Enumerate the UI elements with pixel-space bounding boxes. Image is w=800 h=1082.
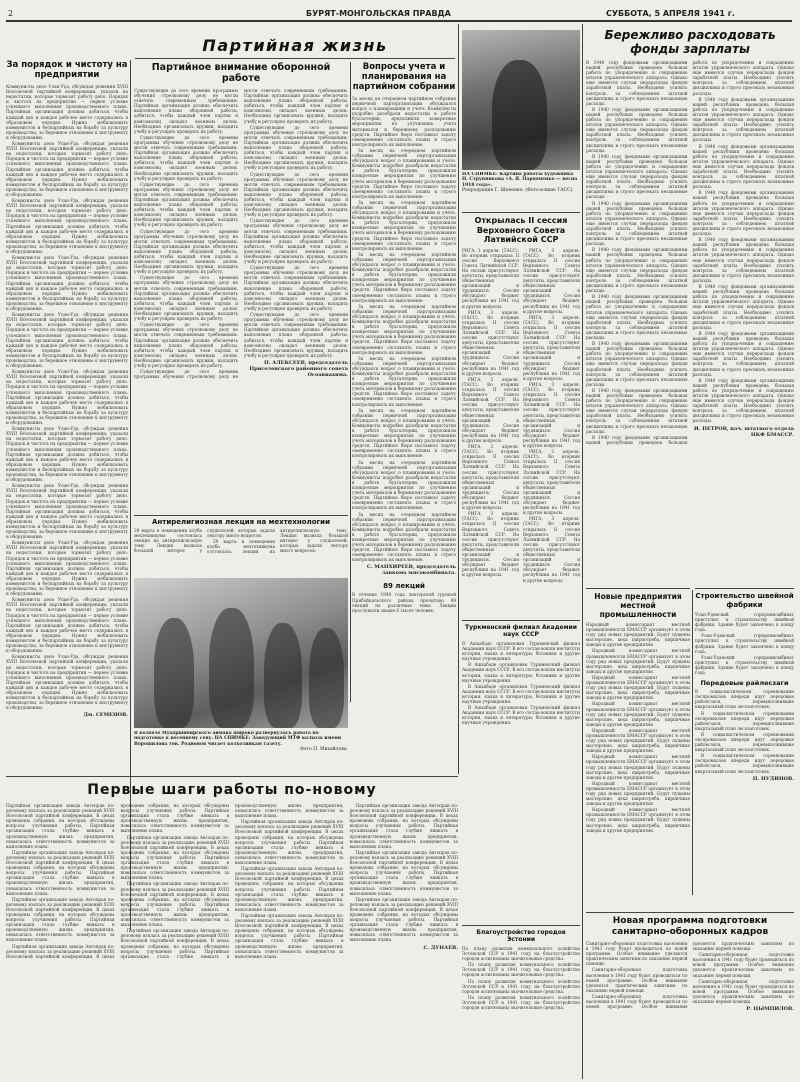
article-body-cont: Народный комиссариат местной промышленности БМАССР организует в этом году ряд новых предприятий. Будут пущены мастерские, цеха ширпотреба, кирпичные заводы и другие предприятия.: [586, 674, 690, 701]
painting-caption: [462, 172, 580, 208]
column-rule: [582, 24, 583, 1079]
article-body-cont: В социалистическом соревновании леспромхозов впереди идут передовые райлесзаги, перевыполнившие квартальный план лесозаготовок.: [695, 731, 794, 753]
article-body-cont: РИГА, 3 апреля. (ТАСС). Во вторник открылась II сессия Верховного Совета Латвийской ССР. На сессии присутствуют депутаты, представители общественных организаций и трудящихся. Сессия обсуждает бюджет республики на 1941 год и другие вопросы.: [462, 309, 519, 376]
photo-caption: В колхозе Мухоршибирского аймака широко развернулась работа по подготовке к весеннему севу. НА СНИМКЕ: Заведующий МТФ колхоза имени Ворошилова тов. Родионов читает колхозникам газету.: [134, 731, 342, 747]
article-body-cont: РИГА, 3 апреля. (ТАСС). Во вторник открылась II сессия Верховного Совета Латвийской ССР. На сессии присутствуют депутаты, представители общественных организаций и трудящихся. Сессия обсуждает бюджет республики на 1941 год и другие вопросы.: [462, 511, 519, 578]
article-body-cont: В 1940 году фондовыми организациями нашей республики проведена большая работа по упорядочению и сокращению штатов управленческого аппарата. Однако еще имеются случаи перерасхода фондов заработной платы. Необходимо усилить контроль за соблюдением штатной дисциплины и строго пресекать незаконные расходы.: [586, 200, 688, 247]
article-body-cont: Народный комиссариат местной промышленности БМАССР организует в этом году ряд новых предприятий. Будут пущены мастерские, цеха ширпотреба, кирпичные заводы и другие предприятия.: [586, 754, 690, 780]
masthead: [6, 4, 792, 22]
article-body: За месяц на очередном партийном собрании первичной парторганизации обсуждался вопрос о планировании и учете. Коммунисты подробно разобрали недостатки в работе бухгалтерии, предложили конкретные мероприятия по улучшению учета материалов и бережному расходованию средств. Партийное бюро поставило задачу своевременно составлять планы и строго контролировать их выполнение.: [352, 96, 456, 147]
article-body-cont: За месяц на очередном партийном собрании первичной парторганизации обсуждался вопрос о планировании и учете. Коммунисты подробно разобрали недостатки в работе бухгалтерии, предложили конкретные мероприятия по улучшению учета материалов и бережному расходованию средств. Партийное бюро поставило задачу своевременно составлять планы и строго контролировать их выполнение.: [352, 459, 456, 511]
article-signature: И. ПЕТРОВ, нач. штатного отдела НКФ БМАССР.: [694, 425, 794, 438]
article-turkmen-filial: [462, 620, 580, 770]
article-body-cont: Народный комиссариат местной промышленности БМАССР организует в этом году ряд новых предприятий. Будут пущены мастерские, цеха ширпотреба, кирпичные заводы и другие предприятия.: [586, 807, 690, 833]
article-body-cont: Существующие до сего времени программы обучения стрелковому делу не могли отвечать современным требованиям. Партийная организация должна обеспечить выполнение плана оборонной работы, добиться, чтобы каждый член партии и комсомолец овладел военным делом. Необходимо организовать кружки, наладить учебу и регулярно проверять их работу.: [134, 134, 238, 181]
article-body: Партийная организация завода Автоправ по-деловому взялась за реализацию решений XVIII Всесоюзной партийной конференции. В цехах проведены собрания, на которых обсуждены вопросы улучшения работы. Партийная организация стала глубже вникать в производственную жизнь предприятия, повысилась ответственность коммунистов за выполнение плана.: [6, 803, 115, 849]
article-body-cont: В 1940 году фондовыми организациями нашей республики проведена большая работа по упорядочению и сокращению штатов управленческого аппарата. Однако еще имеются случаи перерасхода фондов заработной платы. Необходимо усилить контроль за соблюдением штатной дисциплины и строго пресекать незаконные расходы.: [692, 190, 794, 237]
article-title: Новые предприятия местной промышленности: [594, 592, 682, 619]
article-body-cont: Существующие до сего времени программы обучения стрелковому делу не могли отвечать современным требованиям. Партийная организация должна обеспечить выполнение плана оборонной работы, добиться, чтобы каждый член партии и комсомолец овладел военным делом. Необходимо организовать кружки, наладить учебу и регулярно проверять их работу.: [134, 181, 238, 228]
article-title: Новая программа подготовки санитарно-оборонных кадров: [611, 916, 769, 937]
article-body-cont: По плану развития коммунального хозяйства Эстонской ССР в 1941 году на благоустройство городов ассигнованы значительные средства.: [462, 962, 580, 978]
article-body-cont: По плану развития коммунального хозяйства Эстонской ССР в 1941 году на благоустройство городов ассигнованы значительные средства.: [462, 994, 580, 1011]
article-body-cont: РИГА, 3 апреля. (ТАСС). Во вторник открылась II сессия Верховного Совета Латвийской ССР. На сессии присутствуют депутаты, представители общественных организаций и трудящихся. Сессия обсуждает бюджет республики на 1941 год и другие вопросы.: [462, 376, 519, 443]
photo-caption: НА СНИМКЕ: Картина работы художника Н. Струнникова «А. Я. Пархоменко — весна 1918 года».: [462, 172, 578, 188]
article-body: Народный комиссариат местной промышленности БМАССР организует в этом году ряд новых предприятий. Будут пущены мастерские, цеха ширпотреба, кирпичные заводы и другие предприятия.: [586, 622, 690, 648]
article-body-cont: Улан-Удэнский горпромкомбинат приступил к строительству швейной фабрики. Здание будет закончено к концу года.: [695, 654, 794, 676]
article-title: Антирелигиозная лекция на мехтехнологии: [152, 518, 330, 526]
article-signature: П. АЛЕКСЕЕВ, председатель Приселенского районного совета Осоавиахима.: [249, 359, 348, 378]
article-title: Передовые райлесзаги: [700, 679, 789, 688]
article-body-cont: Партийная организация завода Автоправ по-деловому взялась за реализацию решений XVIII Всесоюзной партийной конференции. В цехах проведены собрания, на которых обсуждены вопросы улучшения работы. Партийная организация стала глубже вникать в производственную жизнь предприятия, повысилась ответственность коммунистов за выполнение плана.: [6, 849, 115, 896]
article-body-cont: В Ашхабаде организован Туркменский филиал Академии наук СССР. В его состав вошли институты истории, языка и литературы, ботаники и другие научные учреждения.: [462, 705, 580, 726]
painting-photo: [462, 30, 580, 170]
article-body: Коммунисты депо Улан-Удэ, обсуждая решения XVIII Всесоюзной партийной конференции, указали на недостатки, которые тормозят работу депо. Порядок и чистота на предприятии — первое условие успешного выполнения производственного плана. Партийная организация должна добиться, чтобы каждый цех и каждое рабочее место содержались в образцовом порядке. Нужно мобилизовать коммунистов и беспартийных на борьбу за культуру производства, за бережное отношение к инструменту и оборудованию.: [6, 84, 128, 140]
newspaper-name: БУРЯТ-МОНГОЛЬСКАЯ ПРАВДА: [306, 9, 451, 18]
article-body-cont: По плану развития коммунального хозяйства Эстонской ССР в 1941 году на благоустройство городов ассигнованы значительные средства.: [462, 978, 580, 994]
article-title: Первые шаги работы по-новому: [87, 782, 377, 798]
column-rule: [692, 590, 693, 895]
article-body-cont: За месяц на очередном партийном собрании первичной парторганизации обсуждался вопрос о планировании и учете. Коммунисты подробно разобрали недостатки в работе бухгалтерии, предложили конкретные мероприятия по улучшению учета материалов и бережному расходованию средств. Партийное бюро поставило задачу своевременно составлять планы и строго контролировать их выполнение.: [352, 303, 456, 355]
article-body: Существующие до сего времени программы обучения стрелковому делу не могли отвечать современным требованиям. Партийная организация должна обеспечить выполнение плана оборонной работы, добиться, чтобы каждый член партии и комсомолец овладел военным делом. Необходимо организовать кружки, наладить учебу и регулярно проверять их работу.: [134, 88, 238, 134]
article-defense-work: [134, 62, 348, 512]
article-body-cont: Народный комиссариат местной промышленности БМАССР организует в этом году ряд новых предприятий. Будут пущены мастерские, цеха ширпотреба, кирпичные заводы и другие предприятия.: [586, 648, 690, 674]
article-body: В социалистическом соревновании леспромхозов впереди идут передовые райлесзаги, перевыполнившие квартальный план лесозаготовок.: [695, 689, 794, 710]
article-body: 29 марта в помещении клуба мехтехникума состоялась лекция на антирелигиозную тему. Лекция вызвала большой интерес у слушателей, которые задали лектору много вопросов.: [134, 528, 275, 554]
photo-credit: Фото П. Михайлова.: [300, 747, 348, 753]
article-estonia: [462, 925, 580, 1075]
article-body-cont: 29 марта в помещении клуба мехтехникума состоялась лекция на антирелигиозную тему. Лекция вызвала большой интерес у слушателей, которые задали лектору много вопросов.: [207, 528, 348, 555]
article-body-cont: Коммунисты депо Улан-Удэ, обсуждая решения XVIII Всесоюзной партийной конференции, указали на недостатки, которые тормозят работу депо. Порядок и чистота на предприятии — первое условие успешного выполнения производственного плана. Партийная организация должна добиться, чтобы каждый цех и каждое рабочее место содержались в образцовом порядке. Нужно мобилизовать коммунистов и беспартийных на борьбу за культуру производства, за бережное отношение к инструменту и оборудованию.: [6, 255, 128, 312]
article-body-cont: Санитарно-оборонная подготовка населения в 1941 году будет проводиться по новой программе. Особое внимание уделяется практическим занятиям по оказанию первой помощи.: [586, 967, 688, 993]
article-body-cont: За месяц на очередном партийном собрании первичной парторганизации обсуждался вопрос о планировании и учете. Коммунисты подробно разобрали недостатки в работе бухгалтерии, предложили конкретные мероприятия по улучшению учета материалов и бережному расходованию средств. Партийное бюро поставило задачу своевременно составлять планы и строго контролировать их выполнение.: [352, 511, 456, 563]
article-title: Открылась II сессия Верховного Совета Латвийской ССР: [474, 216, 568, 244]
article-body: Улан-Удэнский горпромкомбинат приступил к строительству швейной фабрики. Здание будет закончено к концу года.: [695, 612, 794, 633]
issue-date: СУББОТА, 5 АПРЕЛЯ 1941 г.: [606, 9, 735, 18]
article-body-cont: Санитарно-оборонная подготовка населения в 1941 году будет проводиться по новой программе. Особое внимание уделяется практическим занятиям по оказанию первой помощи.: [692, 952, 794, 978]
article-body-cont: В 1940 году фондовыми организациями нашей республики проведена большая работа по упорядочению и сокращению штатов управленческого аппарата. Однако еще имеются случаи перерасхода фондов заработной платы. Необходимо усилить контроль за соблюдением штатной дисциплины и строго пресекать незаконные расходы.: [586, 60, 794, 445]
article-body-cont: Коммунисты депо Улан-Удэ, обсуждая решения XVIII Всесоюзной партийной конференции, указали на недостатки, которые тормозят работу депо. Порядок и чистота на предприятии — первое условие успешного выполнения производственного плана. Партийная организация должна добиться, чтобы каждый цех и каждое рабочее место содержались в образцовом порядке. Нужно мобилизовать коммунистов и беспартийных на борьбу за культуру производства, за бережное отношение к инструменту и оборудованию.: [6, 654, 128, 711]
article-body-cont: РИГА, 3 апреля. (ТАСС). Во вторник открылась II сессия Верховного Совета Латвийской ССР. На сессии присутствуют депутаты, представители общественных организаций и трудящихся. Сессия обсуждает бюджет республики на 1941 год и другие вопросы.: [523, 449, 580, 516]
article-body-cont: Коммунисты депо Улан-Удэ, обсуждая решения XVIII Всесоюзной партийной конференции, указали на недостатки, которые тормозят работу депо. Порядок и чистота на предприятии — первое условие успешного выполнения производственного плана. Партийная организация должна добиться, чтобы каждый цех и каждое рабочее место содержались в образцовом порядке. Нужно мобилизовать коммунистов и беспартийных на борьбу за культуру производства, за бережное отношение к инструменту и оборудованию.: [6, 426, 128, 483]
article-title: Бережливо расходовать фонды зарплаты: [604, 28, 776, 56]
article-body-cont: Существующие до сего времени программы обучения стрелковому делу не могли отвечать современным требованиям. Партийная организация должна обеспечить выполнение плана оборонной работы, добиться, чтобы каждый член партии и комсомолец овладел военным делом. Необходимо организовать кружки, наладить учебу и регулярно проверять их работу.: [244, 265, 348, 311]
article-body-cont: Существующие до сего времени программы обучения стрелковому делу не могли отвечать современным требованиям. Партийная организация должна обеспечить выполнение плана оборонной работы, добиться, чтобы каждый член партии и комсомолец овладел военным делом. Необходимо организовать кружки, наладить учебу и регулярно проверять их работу.: [134, 275, 238, 322]
article-body-cont: РИГА, 3 апреля. (ТАСС). Во вторник открылась II сессия Верховного Совета Латвийской ССР. На сессии присутствуют депутаты, представители общественных организаций и трудящихся. Сессия обсуждает бюджет республики на 1941 год и другие вопросы.: [523, 381, 580, 449]
article-body-cont: Партийная организация завода Автоправ по-деловому взялась за реализацию решений XVIII Всесоюзной партийной конференции. В цехах проведены собрания, на которых обсуждены вопросы улучшения работы. Партийная организация стала глубже вникать в производственную жизнь предприятия, повысилась ответственность коммунистов за выполнение плана.: [120, 881, 229, 928]
article-body-cont: За месяц на очередном партийном собрании первичной парторганизации обсуждался вопрос о планировании и учете. Коммунисты подробно разобрали недостатки в работе бухгалтерии, предложили конкретные мероприятия по улучшению учета материалов и бережному расходованию средств. Партийное бюро поставило задачу своевременно составлять планы и строго контролировать их выполнение.: [352, 199, 456, 251]
article-body-cont: Народный комиссариат местной промышленности БМАССР организует в этом году ряд новых предприятий. Будут пущены мастерские, цеха ширпотреба, кирпичные заводы и другие предприятия.: [586, 701, 690, 727]
article-antireligious-lecture: [134, 515, 348, 575]
article-body-cont: Партийная организация завода Автоправ по-деловому взялась за реализацию решений XVIII Всесоюзной партийной конференции. В цехах проведены собрания, на которых обсуждены вопросы улучшения работы. Партийная организация стала глубже вникать в производственную жизнь предприятия, повысилась ответственность коммунистов за выполнение плана.: [235, 819, 344, 866]
column-rule: [350, 62, 351, 702]
article-body-cont: За месяц на очередном партийном собрании первичной парторганизации обсуждался вопрос о планировании и учете. Коммунисты подробно разобрали недостатки в работе бухгалтерии, предложили конкретные мероприятия по улучшению учета материалов и бережному расходованию средств. Партийное бюро поставило задачу своевременно составлять планы и строго контролировать их выполнение.: [352, 407, 456, 459]
article-body-cont: В 1940 году фондовыми организациями нашей республики проведена большая работа по упорядочению и сокращению штатов управленческого аппарата. Однако еще имеются случаи перерасхода фондов заработной платы. Необходимо усилить контроль за соблюдением штатной дисциплины и строго пресекать незаконные расходы.: [692, 96, 794, 143]
article-body-cont: Коммунисты депо Улан-Удэ, обсуждая решения XVIII Всесоюзной партийной конференции, указали на недостатки, которые тормозят работу депо. Порядок и чистота на предприятии — первое условие успешного выполнения производственного плана. Партийная организация должна добиться, чтобы каждый цех и каждое рабочее место содержались в образцовом порядке. Нужно мобилизовать коммунистов и беспартийных на борьбу за культуру производства, за бережное отношение к инструменту и оборудованию.: [6, 198, 128, 254]
article-signature: П. НУДИНОВ.: [752, 775, 794, 782]
article-body-cont: Коммунисты депо Улан-Удэ, обсуждая решения XVIII Всесоюзной партийной конференции, указали на недостатки, которые тормозят работу депо. Порядок и чистота на предприятии — первое условие успешного выполнения производственного плана. Партийная организация должна добиться, чтобы каждый цех и каждое рабочее место содержались в образцовом порядке. Нужно мобилизовать коммунистов и беспартийных на борьбу за культуру производства, за бережное отношение к инструменту и оборудованию.: [6, 369, 128, 426]
article-title: Вопросы учета и планирования на партийном собрании: [352, 62, 456, 92]
column-rule: [458, 24, 459, 774]
article-body-cont: Партийная организация завода Автоправ по-деловому взялась за реализацию решений XVIII Всесоюзной партийной конференции. В цехах проведены собрания, на которых обсуждены вопросы улучшения работы. Партийная организация стала глубже вникать в производственную жизнь предприятия, повысилась ответственность коммунистов за выполнение плана.: [6, 803, 229, 959]
article-title: За порядок и чистоту на предприятии: [6, 60, 128, 80]
article-body-cont: Существующие до сего времени программы обучения стрелковому делу не могли отвечать современным требованиям. Партийная организация должна обеспечить выполнение плана оборонной работы, добиться, чтобы каждый член партии и комсомолец овладел военным делом. Необходимо организовать кружки, наладить учебу и регулярно проверять их работу.: [134, 322, 238, 368]
article-body-cont: РИГА, 3 апреля. (ТАСС). Во вторник открылась II сессия Верховного Совета Латвийской ССР. На сессии присутствуют депутаты, представители общественных организаций и трудящихся. Сессия обсуждает бюджет республики на 1941 год и другие вопросы.: [523, 516, 580, 583]
article-body-cont: Существующие до сего времени программы обучения стрелковому делу не могли отвечать современным требованиям. Партийная организация должна обеспечить выполнение плана оборонной работы, добиться, чтобы каждый член партии и комсомолец овладел военным делом. Необходимо организовать кружки, наладить учебу и регулярно проверять их работу.: [244, 171, 348, 218]
article-body-cont: В 1940 году фондовыми организациями нашей республики проведена большая работа по упорядочению и сокращению штатов управленческого аппарата. Однако еще имеются случаи перерасхода фондов заработной платы. Необходимо усилить контроль за соблюдением штатной дисциплины и строго пресекать незаконные расходы.: [586, 153, 688, 200]
article-body-cont: Существующие до сего времени программы обучения стрелковому делу не могли отвечать современным требованиям. Партийная организация должна обеспечить выполнение плана оборонной работы, добиться, чтобы каждый член партии и комсомолец овладел военным делом. Необходимо организовать кружки, наладить учебу и регулярно проверять их работу.: [244, 124, 348, 171]
article-body-cont: Народный комиссариат местной промышленности БМАССР организует в этом году ряд новых предприятий. Будут пущены мастерские, цеха ширпотреба, кирпичные заводы и другие предприятия.: [586, 780, 690, 807]
article-signature: С. МАНХИРЕЕВ, председатель завкома мясокомбината.: [366, 564, 456, 577]
article-body-cont: Существующие до сего времени программы обучения стрелковому делу не могли отвечать современным требованиям. Партийная организация должна обеспечить выполнение плана оборонной работы, добиться, чтобы каждый член партии и комсомолец овладел военным делом. Необходимо организовать кружки, наладить учебу и регулярно проверять их работу.: [134, 88, 348, 380]
article-body: По плану развития коммунального хозяйства Эстонской ССР в 1941 году на благоустройство городов ассигнованы значительные средства.: [462, 946, 580, 962]
article-body-cont: Коммунисты депо Улан-Удэ, обсуждая решения XVIII Всесоюзной партийной конференции, указали на недостатки, которые тормозят работу депо. Порядок и чистота на предприятии — первое условие успешного выполнения производственного плана. Партийная организация должна добиться, чтобы каждый цех и каждое рабочее место содержались в образцовом порядке. Нужно мобилизовать коммунистов и беспартийных на борьбу за культуру производства, за бережное отношение к инструменту и оборудованию.: [6, 483, 128, 540]
article-body-cont: Существующие до сего времени программы обучения стрелковому делу не могли отвечать современным требованиям. Партийная организация должна обеспечить выполнение плана оборонной работы, добиться, чтобы каждый член партии и комсомолец овладел военным делом. Необходимо организовать кружки, наладить учебу и регулярно проверять их работу.: [244, 218, 348, 265]
article-body-cont: РИГА, 3 апреля. (ТАСС). Во вторник открылась II сессия Верховного Совета Латвийской ССР. На сессии присутствуют депутаты, представители общественных организаций и трудящихся. Сессия обсуждает бюджет республики на 1941 год и другие вопросы.: [523, 314, 580, 381]
article-body-cont: За месяц на очередном партийном собрании первичной парторганизации обсуждался вопрос о планировании и учете. Коммунисты подробно разобрали недостатки в работе бухгалтерии, предложили конкретные мероприятия по улучшению учета материалов и бережному расходованию средств. Партийное бюро поставило задачу своевременно составлять планы и строго контролировать их выполнение.: [352, 251, 456, 303]
article-body-cont: Коммунисты депо Улан-Удэ, обсуждая решения XVIII Всесоюзной партийной конференции, указали на недостатки, которые тормозят работу депо. Порядок и чистота на предприятии — первое условие успешного выполнения производственного плана. Партийная организация должна добиться, чтобы каждый цех и каждое рабочее место содержались в образцовом порядке. Нужно мобилизовать коммунистов и беспартийных на борьбу за культуру производства, за бережное отношение к инструменту и оборудованию.: [6, 540, 128, 597]
article-accounting-planning: [352, 62, 456, 702]
article-body-cont: В 1940 году фондовыми организациями нашей республики проведена большая работа по упорядочению и сокращению штатов управленческого аппарата. Однако еще имеются случаи перерасхода фондов заработной платы. Необходимо усилить контроль за соблюдением штатной дисциплины и строго пресекать незаконные расходы.: [692, 284, 794, 330]
kolkhoz-photo: [134, 578, 348, 728]
article-local-industry: [586, 588, 690, 908]
article-body-cont: Партийная организация завода Автоправ по-деловому взялась за реализацию решений XVIII Всесоюзной партийной конференции. В цехах проведены собрания, на которых обсуждены вопросы улучшения работы. Партийная организация стала глубже вникать в производственную жизнь предприятия, повысилась ответственность коммунистов за выполнение плана.: [349, 849, 458, 896]
article-title: Туркменский филиал Академии наук СССР: [465, 624, 577, 638]
rubric-title: Партийная жизнь: [202, 36, 388, 55]
article-body-cont: В 1940 году фондовыми организациями нашей республики проведена большая работа по упорядочению и сокращению штатов управленческого аппарата. Однако еще имеются случаи перерасхода фондов заработной платы. Необходимо усилить контроль за соблюдением штатной дисциплины и строго пресекать незаконные расходы.: [586, 247, 688, 294]
article-body-cont: Существующие до сего времени программы обучения стрелковому делу не могли отвечать современным требованиям. Партийная организация должна обеспечить выполнение плана оборонной работы, добиться, чтобы каждый член партии и комсомолец овладел военным делом. Необходимо организовать кружки, наладить учебу и регулярно проверять их работу.: [244, 312, 348, 358]
article-title: Строительство швейной фабрики: [695, 592, 794, 609]
kolkhoz-photo-caption: [134, 731, 348, 771]
article-body-cont: Коммунисты депо Улан-Удэ, обсуждая решения XVIII Всесоюзной партийной конференции, указали на недостатки, которые тормозят работу депо. Порядок и чистота на предприятии — первое условие успешного выполнения производственного плана. Партийная организация должна добиться, чтобы каждый цех и каждое рабочее место содержались в образцовом порядке. Нужно мобилизовать коммунистов и беспартийных на борьбу за культуру производства, за бережное отношение к инструменту и оборудованию.: [6, 141, 128, 197]
article-title: Благоустройство городов Эстонии: [476, 929, 566, 943]
photo-credit: Репродукция Г. Шпеенко. (Фото-клише ТАСС).: [462, 188, 574, 194]
article-latvia-session: [462, 212, 580, 617]
article-body-cont: РИГА, 3 апреля. (ТАСС). Во вторник открылась II сессия Верховного Совета Латвийской ССР. На сессии присутствуют депутаты, представители общественных организаций и трудящихся. Сессия обсуждает бюджет республики на 1941 год и другие вопросы.: [523, 247, 580, 314]
article-body-cont: В 1940 году фондовыми организациями нашей республики проведена большая работа по упорядочению и сокращению штатов управленческого аппарата. Однако еще имеются случаи перерасхода фондов заработной платы. Необходимо усилить контроль за соблюдением штатной дисциплины и строго пресекать незаконные расходы.: [692, 330, 794, 377]
article-signature: Дм. СЕМЕНОВ.: [83, 712, 128, 719]
article-body-cont: Улан-Удэнский горпромкомбинат приступил к строительству швейной фабрики. Здание будет закончено к концу года.: [695, 633, 794, 654]
article-wage-fund: [586, 28, 794, 584]
article-body-cont: Народный комиссариат местной промышленности БМАССР организует в этом году ряд новых предприятий. Будут пущены мастерские, цеха ширпотреба, кирпичные заводы и другие предприятия.: [586, 727, 690, 754]
article-title: Партийное внимание оборонной работе: [151, 62, 331, 84]
section-rule: [6, 776, 458, 777]
article-title: 89 лекций: [383, 582, 425, 591]
article-sanitary-defense: [586, 912, 794, 1078]
article-body-cont: Существующие до сего времени программы обучения стрелковому делу не могли отвечать современным требованиям. Партийная организация должна обеспечить выполнение плана оборонной работы, добиться, чтобы каждый член партии и комсомолец овладел военным делом. Необходимо организовать кружки, наладить учебу и регулярно проверять их работу.: [134, 228, 238, 275]
article-body-cont: За месяц на очередном партийном собрании первичной парторганизации обсуждался вопрос о планировании и учете. Коммунисты подробно разобрали недостатки в работе бухгалтерии, предложили конкретные мероприятия по улучшению учета материалов и бережному расходованию средств. Партийное бюро поставило задачу своевременно составлять планы и строго контролировать их выполнение.: [352, 355, 456, 407]
article-body-cont: В 1940 году фондовыми организациями нашей республики проведена большая работа по упорядочению и сокращению штатов управленческого аппарата. Однако еще имеются случаи перерасхода фондов заработной платы. Необходимо усилить контроль за соблюдением штатной дисциплины и строго пресекать незаконные расходы.: [586, 294, 688, 340]
article-body-cont: В социалистическом соревновании леспромхозов впереди идут передовые райлесзаги, перевыполнившие квартальный план лесозаготовок.: [695, 710, 794, 731]
article-body-cont: В Ашхабаде организован Туркменский филиал Академии наук СССР. В его состав вошли институты истории, языка и литературы, ботаники и другие научные учреждения.: [462, 662, 580, 683]
article-body-cont: Партийная организация завода Автоправ по-деловому взялась за реализацию решений XVIII Всесоюзной партийной конференции. В цехах проведены собрания, на которых обсуждены вопросы улучшения работы. Партийная организация стала глубже вникать в производственную жизнь предприятия, повысилась ответственность коммунистов за выполнение плана.: [235, 866, 344, 912]
article-body-cont: Санитарно-оборонная подготовка населения в 1941 году будет проводиться по новой программе. Особое внимание уделяется практическим занятиям по оказанию первой помощи.: [692, 978, 794, 1005]
article-body-cont: В 1940 году фондовыми организациями нашей республики проведена большая работа по упорядочению и сокращению штатов управленческого аппарата. Однако еще имеются случаи перерасхода фондов заработной платы. Необходимо усилить контроль за соблюдением штатной дисциплины и строго пресекать незаконные расходы.: [586, 387, 688, 434]
article-body-cont: Партийная организация завода Автоправ по-деловому взялась за реализацию решений XVIII Всесоюзной партийной конференции. В цехах проведены собрания, на которых обсуждены вопросы улучшения работы. Партийная организация стала глубже вникать в производственную жизнь предприятия, повысилась ответственность коммунистов за выполнение плана.: [120, 803, 344, 959]
article-body-cont: В 1940 году фондовыми организациями нашей республики проведена большая работа по упорядочению и сокращению штатов управленческого аппарата. Однако еще имеются случаи перерасхода фондов заработной платы. Необходимо усилить контроль за соблюдением штатной дисциплины и строго пресекать незаконные расходы.: [586, 106, 688, 153]
article-body-cont: Санитарно-оборонная подготовка населения в 1941 году будет проводиться по новой программе. Особое внимание уделяется практическим занятиям по оказанию первой помощи.: [586, 941, 794, 1010]
article-body: В Ашхабаде организован Туркменский филиал Академии наук СССР. В его состав вошли институты истории, языка и литературы, ботаники и другие научные учреждения.: [462, 641, 580, 662]
article-body: Санитарно-оборонная подготовка населения в 1941 году будет проводиться по новой программе. Особое внимание уделяется практическим занятиям по оказанию первой помощи.: [586, 941, 688, 967]
article-body: РИГА, 3 апреля. (ТАСС). Во вторник открылась II сессия Верховного Совета Латвийской ССР. На сессии присутствуют депутаты, представители общественных организаций и трудящихся. Сессия обсуждает бюджет республики на 1941 год и другие вопросы.: [462, 247, 519, 309]
article-body-cont: В 1940 году фондовыми организациями нашей республики проведена большая работа по упорядочению и сокращению штатов управленческого аппарата. Однако еще имеются случаи перерасхода фондов заработной платы. Необходимо усилить контроль за соблюдением штатной дисциплины и строго пресекать незаконные расходы.: [692, 237, 794, 283]
article-body-cont: За месяц на очередном партийном собрании первичной парторганизации обсуждался вопрос о планировании и учете. Коммунисты подробно разобрали недостатки в работе бухгалтерии, предложили конкретные мероприятия по улучшению учета материалов и бережному расходованию средств. Партийное бюро поставило задачу своевременно составлять планы и строго контролировать их выполнение.: [352, 147, 456, 199]
article-body-cont: Партийная организация завода Автоправ по-деловому взялась за реализацию решений XVIII Всесоюзной партийной конференции. В цехах проведены собрания, на которых обсуждены вопросы улучшения работы. Партийная организация стала глубже вникать в производственную жизнь предприятия, повысилась ответственность коммунистов за выполнение плана.: [349, 803, 458, 849]
article-signature: Р. ЦЫМПИЛОВ.: [746, 1006, 794, 1013]
article-signature: С. ДУНАЕВ.: [423, 944, 458, 951]
article-body-cont: Коммунисты депо Улан-Удэ, обсуждая решения XVIII Всесоюзной партийной конференции, указали на недостатки, которые тормозят работу депо. Порядок и чистота на предприятии — первое условие успешного выполнения производственного плана. Партийная организация должна добиться, чтобы каждый цех и каждое рабочее место содержались в образцовом порядке. Нужно мобилизовать коммунистов и беспартийных на борьбу за культуру производства, за бережное отношение к инструменту и оборудованию.: [6, 597, 128, 654]
article-sewing-factory: [695, 588, 794, 908]
article-body-cont: В Ашхабаде организован Туркменский филиал Академии наук СССР. В его состав вошли институты истории, языка и литературы, ботаники и другие научные учреждения.: [462, 683, 580, 705]
article-body-cont: Партийная организация завода Автоправ по-деловому взялась за реализацию решений XVIII Всесоюзной партийной конференции. В цехах проведены собрания, на которых обсуждены вопросы улучшения работы. Партийная организация стала глубже вникать в производственную жизнь предприятия, повысилась ответственность коммунистов за выполнение плана.: [235, 912, 344, 959]
article-body: В 1940 году фондовыми организациями нашей республики проведена большая работа по упорядочению и сокращению штатов управленческого аппарата. Однако еще имеются случаи перерасхода фондов заработной платы. Необходимо усилить контроль за соблюдением штатной дисциплины и строго пресекать незаконные расходы.: [586, 60, 688, 106]
article-body-cont: Партийная организация завода Автоправ по-деловому взялась за реализацию решений XVIII Всесоюзной партийной конференции. В цехах проведены собрания, на которых обсуждены вопросы улучшения работы. Партийная организация стала глубже вникать в производственную жизнь предприятия, повысилась ответственность коммунистов за выполнение плана.: [6, 896, 115, 943]
article-body-cont: Партийная организация завода Автоправ по-деловому взялась за реализацию решений XVIII Всесоюзной партийной конференции. В цехах проведены собрания, на которых обсуждены вопросы улучшения работы. Партийная организация стала глубже вникать в производственную жизнь предприятия, повысилась ответственность коммунистов за выполнение плана.: [120, 834, 229, 881]
article-body-cont: В 1940 году фондовыми организациями нашей республики проведена большая работа по упорядочению и сокращению штатов управленческого аппарата. Однако еще имеются случаи перерасхода фондов заработной платы. Необходимо усилить контроль за соблюдением штатной дисциплины и строго пресекать незаконные расходы.: [586, 341, 688, 387]
article-body: В течение 1940 года лекторской группой Прибайкальского района прочитано 89 лекций на различные темы. Лекции прослушали свыше 6 тысяч человек.: [352, 592, 456, 613]
article-body-cont: РИГА, 3 апреля. (ТАСС). Во вторник открылась II сессия Верховного Совета Латвийской ССР. На сессии присутствуют депутаты, представители общественных организаций и трудящихся. Сессия обсуждает бюджет республики на 1941 год и другие вопросы.: [462, 444, 519, 511]
article-body-cont: В 1940 году фондовыми организациями нашей республики проведена большая работа по упорядочению и сокращению штатов управленческого аппарата. Однако еще имеются случаи перерасхода фондов заработной платы. Необходимо усилить контроль за соблюдением штатной дисциплины и строго пресекать незаконные расходы.: [692, 377, 794, 424]
rubric-rule: [135, 58, 455, 59]
article-body-cont: Партийная организация завода Автоправ по-деловому взялась за реализацию решений XVIII Всесоюзной партийной конференции. В цехах проведены собрания, на которых обсуждены вопросы улучшения работы. Партийная организация стала глубже вникать в производственную жизнь предприятия, повысилась ответственность коммунистов за выполнение плана.: [349, 896, 458, 943]
article-body-cont: В 1940 году фондовыми организациями нашей республики проведена большая работа по упорядочению и сокращению штатов управленческого аппарата. Однако еще имеются случаи перерасхода фондов заработной платы. Необходимо усилить контроль за соблюдением штатной дисциплины и строго пресекать незаконные расходы.: [692, 143, 794, 190]
page-number: 2: [8, 9, 14, 18]
article-body-cont: Коммунисты депо Улан-Удэ, обсуждая решения XVIII Всесоюзной партийной конференции, указали на недостатки, которые тормозят работу депо. Порядок и чистота на предприятии — первое условие успешного выполнения производственного плана. Партийная организация должна добиться, чтобы каждый цех и каждое рабочее место содержались в образцовом порядке. Нужно мобилизовать коммунистов и беспартийных на борьбу за культуру производства, за бережное отношение к инструменту и оборудованию.: [6, 312, 128, 369]
article-body-cont: В социалистическом соревновании леспромхозов впереди идут передовые райлесзаги, перевыполнившие квартальный план лесозаготовок.: [695, 753, 794, 774]
article-first-steps: [6, 780, 458, 1078]
